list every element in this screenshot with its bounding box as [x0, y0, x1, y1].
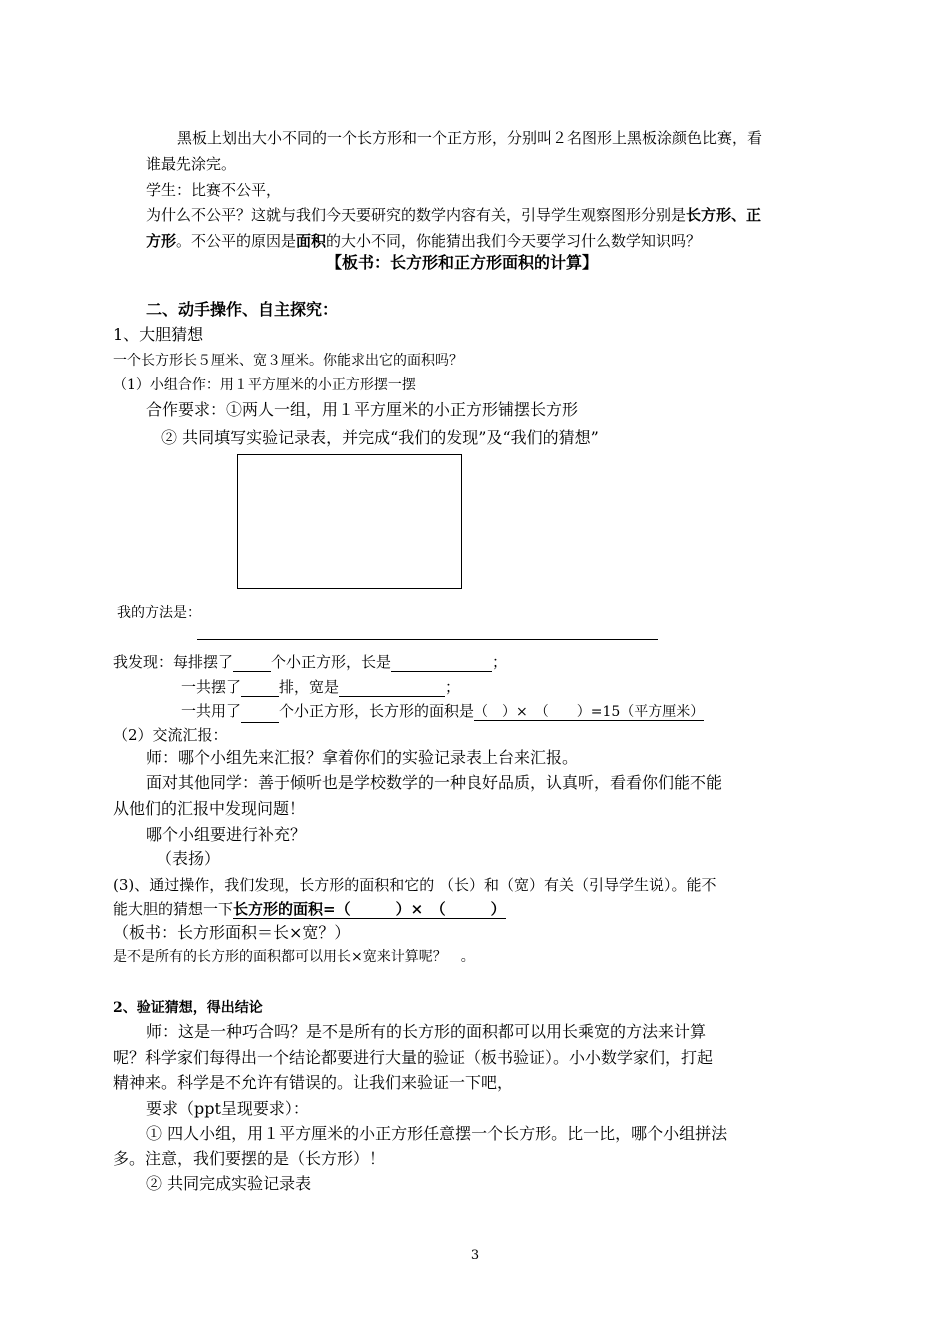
- part-3: (3)、通过操作，我们发现，长方形的面积和它的 （长）和（宽）有关（引导学生说）。能不: [113, 876, 717, 894]
- verify-line-1: 师：这是一种巧合吗？是不是所有的长方形的面积都可以用长乘宽的方法来计算: [146, 1022, 707, 1041]
- requirement-1: 合作要求：①两人一组，用１平方厘米的小正方形铺摆长方形: [146, 400, 579, 419]
- finding-1c: ；: [492, 653, 508, 671]
- blank-total: [241, 704, 279, 723]
- page-number: 3: [470, 1248, 480, 1263]
- intro-line-4: [146, 205, 761, 225]
- intro-line-3: 学生：比赛不公平，: [146, 181, 282, 199]
- teacher-line-3: 从他们的汇报中发现问题！: [113, 799, 306, 818]
- subsection-1-heading: 1、大胆猜想: [113, 325, 204, 344]
- guess-line: [113, 899, 506, 919]
- intro-line-1: 黑板上划出大小不同的一个长方形和一个正方形，分别叫２名图形上黑板涂颜色比赛，看: [177, 129, 763, 147]
- requirement-2: ② 共同填写实验记录表，并完成“我们的发现”及“我们的猜想”: [161, 428, 599, 447]
- finding-1a: 我发现：每排摆了: [113, 653, 234, 671]
- rectangle-figure: [237, 454, 462, 589]
- blank-per-row: [233, 653, 271, 672]
- teacher-line-1: 师：哪个小组先来汇报？拿着你们的实验记录表上台来汇报。: [146, 748, 579, 767]
- question-2: 是不是所有的长方形的面积都可以用长×宽来计算呢？ 。: [113, 949, 475, 965]
- intro-line-2: 谁最先涂完。: [146, 155, 237, 173]
- intro-line-5: [146, 231, 701, 251]
- verify-line-7: ② 共同完成实验记录表: [146, 1174, 312, 1193]
- my-method-label: 我的方法是：: [117, 605, 201, 621]
- intro-line-5b: 。不公平的原因是: [176, 232, 297, 250]
- teacher-line-2: 面对其他同学：善于倾听也是学校数学的一种良好品质，认真听，看看你们能不能: [146, 773, 723, 792]
- intro-line-4b: 长方形、正: [686, 206, 762, 224]
- praise: （表扬）: [156, 849, 221, 868]
- finding-3a: 一共用了: [181, 702, 242, 720]
- teacher-line-4: 哪个小组要进行补充？: [146, 825, 307, 844]
- finding-3b: 个小正方形，长方形的面积是: [279, 702, 475, 720]
- verify-line-6: 多。注意，我们要摆的是（长方形）！: [113, 1149, 386, 1168]
- intro-line-5d: 的大小不同，你能猜出我们今天要学习什么数学知识吗？: [326, 232, 702, 250]
- method-answer-line: [197, 639, 658, 640]
- board-note-2: （板书：长方形面积＝长×宽？）: [113, 923, 351, 942]
- verify-line-5: ① 四人小组，用１平方厘米的小正方形任意摆一个长方形。比一比，哪个小组拼法: [146, 1124, 728, 1143]
- finding-line-1: [113, 652, 507, 672]
- finding-1b: 个小正方形，长是: [271, 653, 392, 671]
- blank-length: [391, 653, 492, 672]
- finding-2c: ；: [445, 678, 461, 696]
- intro-line-4a: 为什么不公平？这就与我们今天要研究的数学内容有关，引导学生观察图形分别是: [146, 206, 687, 224]
- verify-line-2: 呢？科学家们每得出一个结论都要进行大量的验证（板书验证）。小小数学家们，打起: [113, 1048, 714, 1067]
- blank-width: [339, 678, 445, 697]
- intro-line-5a: 方形: [146, 232, 177, 250]
- part-1: （1）小组合作：用１平方厘米的小正方形摆一摆: [113, 377, 416, 393]
- section-2-heading: 二、动手操作、自主探究：: [146, 300, 339, 319]
- finding-2b: 排，宽是: [279, 678, 340, 696]
- finding-2a: 一共摆了: [181, 678, 242, 696]
- intro-line-5c: 面积: [296, 232, 327, 250]
- finding-line-2: [181, 677, 460, 697]
- guess-a: 能大胆的猜想一下: [113, 900, 234, 918]
- verify-line-4: 要求（ppt呈现要求）：: [146, 1099, 309, 1118]
- finding-line-3: [181, 701, 704, 723]
- verify-line-3: 精神来。科学是不允许有错误的。让我们来验证一下吧，: [113, 1073, 514, 1092]
- area-guess-formula: 长方形的面积=（ ）× （ ）: [233, 900, 506, 918]
- blank-rows: [241, 678, 279, 697]
- section-verify-heading: 2、验证猜想，得出结论: [113, 1000, 263, 1016]
- board-title: 【板书：长方形和正方形面积的计算】: [326, 253, 599, 272]
- area-formula-blank: （ ）× （ ）=15（平方厘米）: [474, 704, 705, 720]
- question: 一个长方形长５厘米、宽３厘米。你能求出它的面积吗？: [113, 353, 463, 369]
- part-2: （2）交流汇报：: [113, 726, 228, 744]
